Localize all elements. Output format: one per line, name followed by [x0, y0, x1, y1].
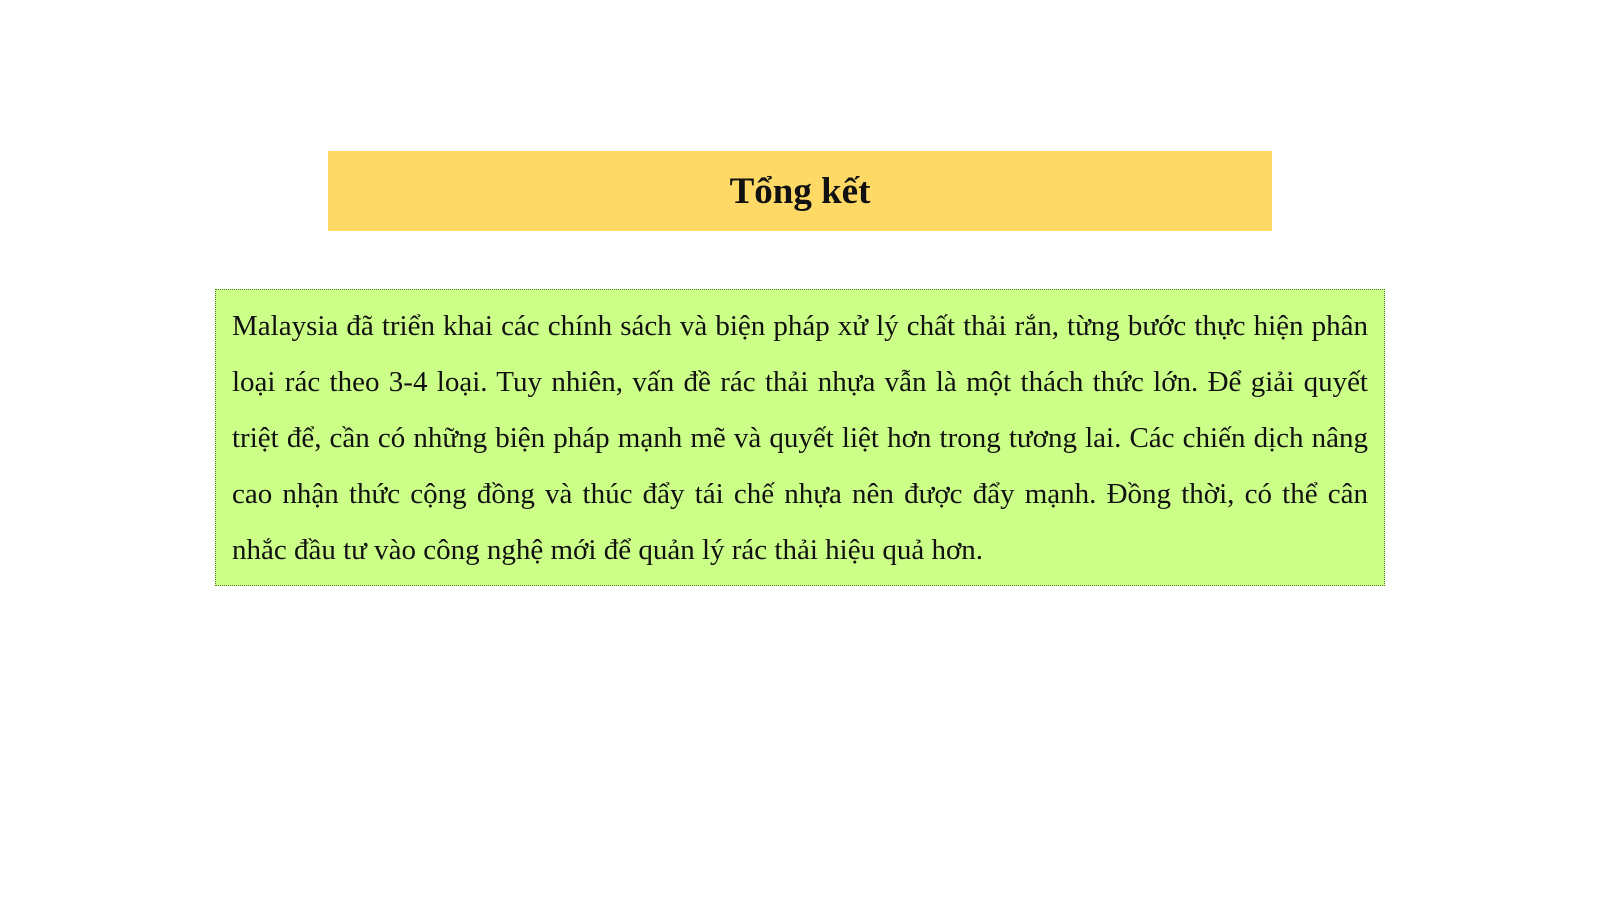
summary-text-box	[215, 289, 1385, 586]
slide-title: Tổng kết	[729, 170, 871, 212]
summary-paragraph: Malaysia đã triển khai các chính sách và biện pháp xử lý chất thải rắn, từng bước thực hiện phân loại rác theo 3-4 loại. Tuy nhiên, vấn đề rác thải nhựa vẫn là một thách thức lớn. Để giải quyết triệt để, cần có những biện pháp mạnh mẽ và quyết liệt hơn trong tương lai. Các chiến dịch nâng cao nhận thức cộng đồng và thúc đẩy tái chế nhựa nên được đẩy mạnh. Đồng thời, có thể cân nhắc đầu tư vào công nghệ mới để quản lý rác thải hiệu quả hơn.	[232, 310, 1368, 566]
title-banner	[328, 151, 1272, 231]
